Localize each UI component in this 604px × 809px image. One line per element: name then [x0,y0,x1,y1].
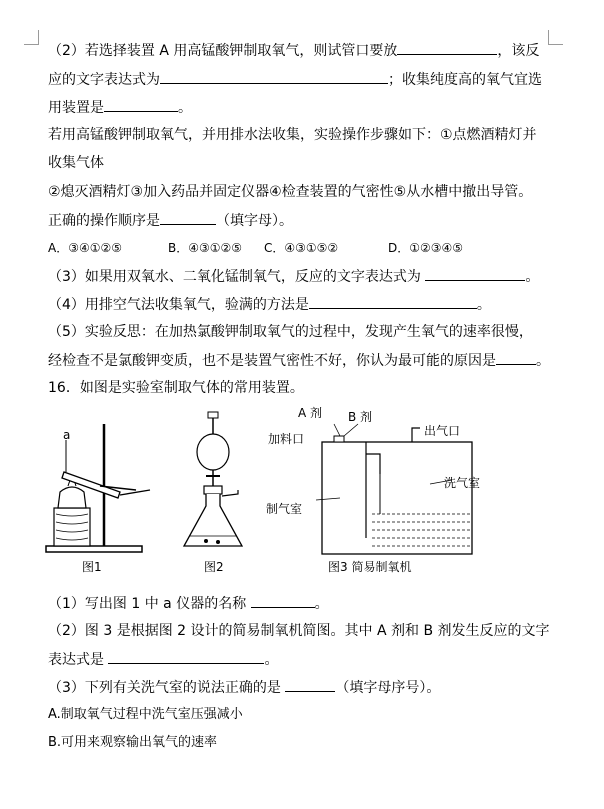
text: 正确的操作顺序是 [48,213,160,229]
q16-stem [48,378,304,398]
q5-line-1 [48,322,533,342]
crop-mark-right [548,30,563,45]
answer-blank[interactable] [108,649,264,664]
answer-blank[interactable] [397,40,497,55]
answer-blank[interactable] [285,677,335,692]
text: （2）若选择装置 A 用高锰酸钾制取氧气，则试管口要放 [48,43,398,59]
text: （4）用排空气法收集氧气，验满的方法是 [48,297,309,313]
figure-2-apparatus [178,410,248,558]
stopper [204,486,222,494]
figure-2-caption: 图2 [204,560,224,574]
text: （3）下列有关洗气室的说法正确的是 [48,680,286,696]
feed-inlet [334,436,344,442]
option-b[interactable]: B．④③①②⑤ [168,241,243,255]
text: 应的文字表达式为 [48,72,160,88]
q5-line-2 [48,350,550,371]
q2-line-2 [48,69,542,90]
answer-blank[interactable] [251,593,315,608]
gas-outlet-label: 出气口 [424,424,461,438]
label-a: a [63,428,71,442]
text: （填字母）。 [216,213,293,229]
text: 收集气体 [48,155,104,171]
figure-1-apparatus [40,420,160,560]
answer-blank[interactable] [160,69,388,84]
washing-room-label: 洗气室 [444,476,481,490]
text: 若用高锰酸钾制取氧气，并用排水法收集，实验操作步骤如下：①点燃酒精灯并 [48,127,537,143]
answer-blank[interactable] [496,350,536,365]
statement-a[interactable]: A.制取氧气过程中洗气室压强减小 [48,707,243,722]
text: （填字母序号）。 [335,680,441,696]
text: 。 [178,100,192,116]
q4-line [48,294,491,315]
steps-line-3 [48,182,532,202]
q16-1-line [48,593,329,614]
text: 经检查不是氯酸钾变质，也不是装置气密性不好，你认为最可能的原因是 [48,353,496,369]
text: 。 [476,297,491,313]
text: 。 [314,596,329,612]
q16-2-line-1 [48,621,550,641]
text: ；收集纯度高的氧气宜选 [388,72,542,88]
alcohol-lamp [58,487,86,508]
q2-line-3 [48,97,192,118]
option-d[interactable]: D．①②③④⑤ [388,241,464,255]
agent-b-label: B 剂 [348,410,373,424]
text: 用装置是 [48,100,104,116]
feed-inlet-label: 加料口 [268,432,305,446]
text: （3）如果用双氧水、二氧化锰制氧气，反应的文字表达式为 [48,269,426,285]
answer-blank[interactable] [160,210,216,225]
text: （1）写出图 1 中 a 仪器的名称 [48,596,251,612]
figure-3-caption: 图3 简易制氧机 [328,560,412,574]
q3-line [48,266,539,287]
text: 16．如图是实验室制取气体的常用装置。 [48,380,304,396]
text: ②熄灭酒精灯③加入药品并固定仪器④检查装置的气密性⑤从水槽中撤出导管。 [48,184,533,200]
statement-b[interactable]: B.可用来观察输出氧气的速率 [48,735,218,750]
conical-flask [184,494,242,546]
text: （2）图 3 是根据图 2 设计的简易制氧机简图。其中 A 剂和 B 剂发生反应的文字 [48,623,550,639]
generation-room-label: 制气室 [266,502,303,516]
text: 。 [264,652,279,668]
text: （5）实验反思：在加热氯酸钾制取氧气的过程中，发现产生氧气的速率很慢， [48,324,533,340]
outlet-tube [412,428,420,442]
crop-mark-left [24,30,39,45]
delivery-tube [120,490,150,495]
option-c[interactable]: C．④③①⑤② [264,241,339,255]
q16-3-line [48,677,440,698]
order-question [48,210,293,231]
option-a-statement [48,705,243,725]
answer-blank[interactable] [104,97,178,112]
q2-line-1 [48,40,539,61]
answer-blank[interactable] [425,266,525,281]
figure-3-oxygen-generator [300,400,520,560]
stand-base [46,546,142,552]
option-b-statement [48,733,217,753]
answer-blank[interactable] [309,294,477,309]
agent-a-label: A 剂 [298,406,323,420]
separatory-funnel [197,434,229,470]
steps-line-2 [48,153,104,173]
text: 表达式是 [48,652,109,668]
option-a[interactable]: A．③④①②⑤ [48,241,122,255]
text: 。 [536,353,550,369]
choice-options [48,238,463,258]
text: 。 [525,269,540,285]
steps-line-1 [48,125,537,145]
text: ，该反 [497,43,540,59]
figure-1-caption: 图1 [82,560,102,574]
q16-2-line-2 [48,649,278,670]
